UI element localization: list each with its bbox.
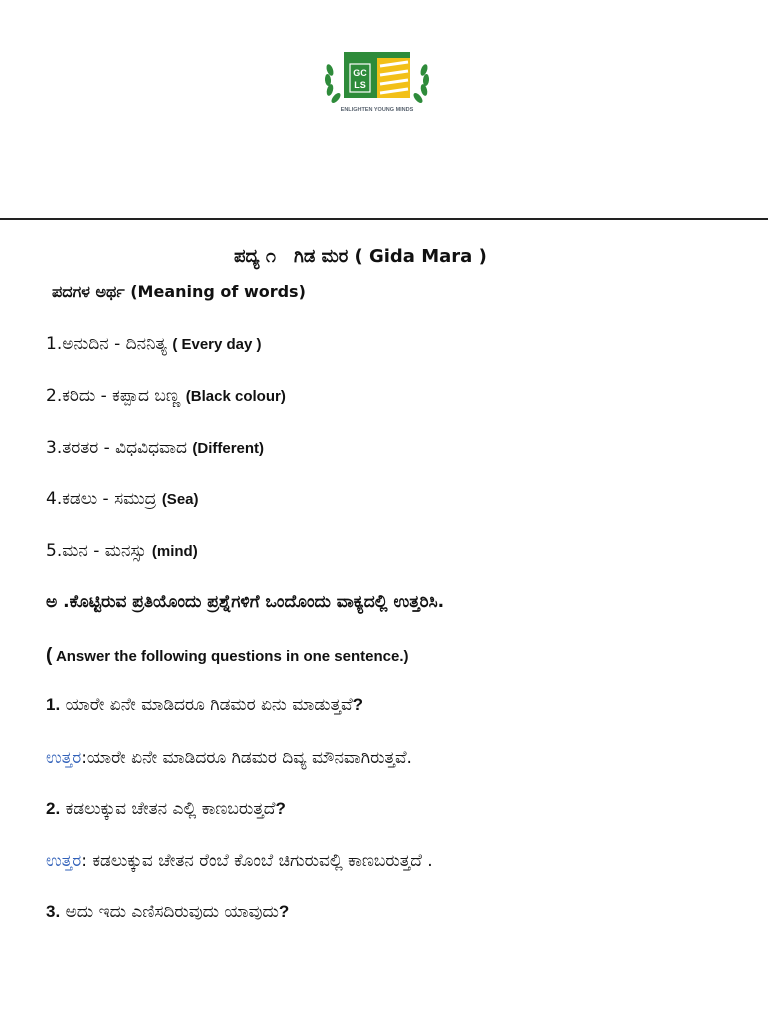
instruction-kannada: ಅ .ಕೊಟ್ಟಿರುವ ಪ್ರತಿಯೊಂದು ಪ್ರಶ್ನೆಗಳಿಗೆ ಒಂದೊಂದು ವಾಕ್ಯದಲ್ಲಿ ಉತ್ತರಿಸಿ. [46, 592, 445, 612]
lesson-name: ಗಿಡ ಮರ ( Gida Mara ) [294, 246, 487, 267]
word-item [46, 438, 264, 458]
answer-item [46, 851, 433, 871]
word-english: ( Every day ) [172, 336, 262, 353]
header-divider [0, 218, 768, 220]
answer-text: :ಯಾರೇ ಏನೇ ಮಾಡಿದರೂ ಗಿಡಮರ ದಿವ್ಯ ಮೌನವಾಗಿರುತ್ತವೆ. [81, 748, 412, 768]
question-number: 1. [46, 695, 61, 714]
word-kannada: 4.ಕಡಲು - ಸಮುದ್ರ [46, 489, 157, 509]
word-english: (mind) [151, 543, 198, 560]
answer-item [46, 748, 412, 768]
instruction-paren: ( [46, 645, 53, 666]
page-title [234, 246, 487, 267]
section-heading: ಪದಗಳ ಅರ್ಥ (Meaning of words) [52, 282, 306, 301]
word-english: (Black colour) [185, 388, 286, 405]
question-item [46, 902, 289, 922]
question-mark: ? [278, 902, 290, 921]
shield-icon [344, 58, 410, 98]
question-number: 2. [46, 799, 61, 818]
logo-motto: ENLIGHTEN YOUNG MINDS [340, 107, 414, 113]
lesson-number: ಪದ್ಯ ೧ [234, 246, 276, 267]
school-logo [322, 48, 432, 114]
logo-monogram-bottom: LS [354, 80, 366, 90]
logo-monogram-top: GC [353, 68, 367, 78]
word-kannada: 1.ಅನುದಿನ - ದಿನನಿತ್ಯ [46, 334, 167, 354]
answer-label: ಉತ್ತರ [46, 748, 82, 768]
question-number: 3. [46, 902, 61, 921]
question-item [46, 695, 363, 715]
logo-banner [344, 52, 410, 58]
question-text: ಅದು ಇದು ಎಣಿಸದಿರುವುದು ಯಾವುದು [60, 902, 279, 922]
question-mark: ? [275, 799, 286, 818]
question-text: ಯಾರೇ ಏನೇ ಮಾಡಿದರೂ ಗಿಡಮರ ಏನು ಮಾಡುತ್ತವೆ [60, 695, 353, 715]
word-item [46, 541, 198, 561]
answer-text: : ಕಡಲುಕ್ಕುವ ಚೇತನ ರೆಂಬೆ ಕೊಂಬೆ ಚಿಗುರುವಲ್ಲಿ ಕಾಣಬರುತ್ತದೆ . [81, 851, 433, 871]
word-kannada: 5.ಮನ - ಮನಸ್ಸು [46, 541, 147, 561]
word-item [46, 334, 262, 354]
question-text: ಕಡಲುಕ್ಕುವ ಚೇತನ ಎಲ್ಲಿ ಕಾಣಬರುತ್ತದೆ [60, 799, 276, 819]
word-kannada: 2.ಕರಿದು - ಕಪ್ಪಾದ ಬಣ್ಣ [46, 386, 181, 406]
question-mark: ? [352, 695, 364, 714]
instruction-english-text: Answer the following questions in one sentence.) [52, 648, 409, 665]
word-english: (Different) [192, 440, 265, 457]
answer-label: ಉತ್ತರ [46, 851, 82, 871]
word-item [46, 386, 286, 406]
instruction-english [46, 645, 408, 667]
question-item [46, 799, 286, 819]
laurel-right-icon [412, 63, 430, 104]
laurel-left-icon [324, 63, 342, 104]
word-english: (Sea) [161, 491, 199, 508]
word-item [46, 489, 199, 509]
word-kannada: 3.ತರತರ - ವಿಧವಿಧವಾದ [46, 438, 187, 458]
